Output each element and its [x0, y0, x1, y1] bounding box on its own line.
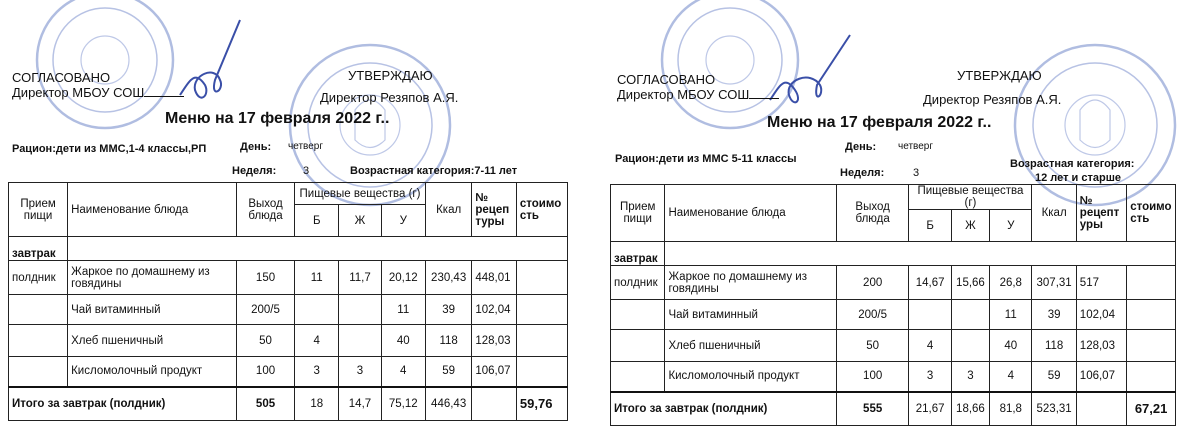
row-recipe: 102,04	[1076, 300, 1126, 330]
age-category-line2: 12 лет и старше	[1035, 172, 1121, 184]
week-label: Неделя:	[232, 165, 277, 177]
row-u: 40	[381, 325, 425, 357]
table-row	[9, 261, 568, 295]
row-b: 4	[295, 325, 339, 357]
row-cost	[1127, 266, 1176, 300]
meal-snack: полдник	[9, 261, 68, 295]
row-cost	[1127, 300, 1176, 330]
row-recipe: 517	[1076, 266, 1126, 300]
header-zh: Ж	[339, 205, 381, 237]
total-zh: 18,66	[951, 392, 989, 426]
total-b: 18	[295, 387, 339, 421]
row-zh: 11,7	[339, 261, 381, 295]
row-b: 3	[909, 362, 951, 392]
total-label: Итого за завтрак (полдник)	[9, 387, 237, 421]
row-zh	[951, 330, 989, 362]
row-cost	[516, 357, 567, 387]
total-label: Итого за завтрак (полдник)	[611, 392, 837, 426]
total-recipe	[472, 387, 517, 421]
row-yield: 200/5	[237, 295, 295, 325]
header-nutrients: Пищевые вещества (г)	[295, 183, 426, 205]
row-dish: Жаркое по домашнему из говядины	[68, 261, 237, 295]
row-recipe: 128,03	[472, 325, 517, 357]
day-label: День:	[240, 141, 272, 153]
header-yield: Выход блюда	[237, 183, 295, 237]
row-meal	[9, 295, 68, 325]
row-meal	[611, 300, 665, 330]
row-recipe: 106,07	[1076, 362, 1126, 392]
table-row	[611, 330, 1176, 362]
total-row	[611, 392, 1176, 426]
row-u: 4	[381, 357, 425, 387]
menu-table	[610, 184, 1176, 426]
row-zh	[951, 300, 989, 330]
row-b	[295, 295, 339, 325]
blank-row	[68, 237, 568, 261]
ration-label: Рацион:дети из ММС,1-4 классы,РП	[12, 143, 207, 155]
header-cost: стоимо сть	[1127, 185, 1176, 242]
day-value: четверг	[898, 141, 933, 152]
row-yield: 100	[237, 357, 295, 387]
row-u: 26,8	[990, 266, 1032, 300]
row-b: 11	[295, 261, 339, 295]
row-b	[909, 300, 951, 330]
row-u: 20,12	[381, 261, 425, 295]
table-row	[9, 295, 568, 325]
row-b: 4	[909, 330, 951, 362]
row-dish: Хлеб пшеничный	[665, 330, 836, 362]
week-label: Неделя:	[840, 167, 885, 179]
row-dish: Чай витаминный	[665, 300, 836, 330]
header-cost: стоимо сть	[516, 183, 567, 237]
row-dish: Кисломолочный продукт	[665, 362, 836, 392]
agreed-label: СОГЛАСОВАНО	[617, 72, 716, 87]
row-b: 14,67	[909, 266, 951, 300]
header-dish: Наименование блюда	[665, 185, 836, 242]
header-u: У	[990, 210, 1032, 242]
row-recipe: 106,07	[472, 357, 517, 387]
row-recipe: 448,01	[472, 261, 517, 295]
age-category-line1: Возрастная категория:	[1010, 158, 1135, 170]
day-value: четверг	[288, 141, 323, 152]
row-u: 40	[990, 330, 1032, 362]
header-meal: Прием пищи	[611, 185, 665, 242]
row-yield: 50	[836, 330, 909, 362]
director-school-label	[617, 87, 779, 102]
row-cost	[516, 325, 567, 357]
director-school-label	[12, 85, 184, 100]
row-kcal: 39	[425, 295, 471, 325]
row-meal	[611, 362, 665, 392]
row-kcal: 59	[1032, 362, 1076, 392]
row-recipe: 128,03	[1076, 330, 1126, 362]
header-nutrients: Пищевые вещества (г)	[909, 185, 1032, 210]
menu-table	[8, 182, 568, 421]
header-kcal: Ккал	[425, 183, 471, 237]
row-zh: 3	[339, 357, 381, 387]
row-dish: Хлеб пшеничный	[68, 325, 237, 357]
row-yield: 200	[836, 266, 909, 300]
header-u: У	[381, 205, 425, 237]
header-dish: Наименование блюда	[68, 183, 237, 237]
table-row	[9, 325, 568, 357]
director-school-text: Директор МБОУ СОШ	[12, 85, 145, 100]
week-value: 3	[303, 165, 310, 177]
row-yield: 100	[836, 362, 909, 392]
header-b: Б	[295, 205, 339, 237]
signature-right	[765, 20, 865, 110]
row-dish: Кисломолочный продукт	[68, 357, 237, 387]
menu-document-left	[0, 0, 578, 433]
row-zh: 15,66	[951, 266, 989, 300]
director-school-text: Директор МБОУ СОШ	[617, 87, 750, 102]
row-meal	[9, 357, 68, 387]
row-b: 3	[295, 357, 339, 387]
menu-document-right	[605, 0, 1185, 433]
row-kcal: 59	[425, 357, 471, 387]
row-zh	[339, 325, 381, 357]
row-recipe: 102,04	[472, 295, 517, 325]
page-title: Меню на 17 февраля 2022 г..	[767, 114, 992, 131]
row-u: 11	[381, 295, 425, 325]
meal-breakfast: завтрак	[9, 237, 68, 261]
total-kcal: 523,31	[1032, 392, 1076, 426]
row-cost	[516, 261, 567, 295]
table-row	[611, 266, 1176, 300]
header-b: Б	[909, 210, 951, 242]
meal-breakfast: завтрак	[611, 242, 665, 266]
row-dish: Чай витаминный	[68, 295, 237, 325]
director-name: Директор Резяпов А.Я.	[923, 92, 1062, 107]
row-cost	[1127, 330, 1176, 362]
total-b: 21,67	[909, 392, 951, 426]
header-recipe: № рецепт уры	[1076, 185, 1126, 242]
row-cost	[1127, 362, 1176, 392]
total-cost: 59,76	[516, 387, 567, 421]
row-u: 11	[990, 300, 1032, 330]
row-yield: 50	[237, 325, 295, 357]
header-kcal: Ккал	[1032, 185, 1076, 242]
blank-row	[665, 242, 1176, 266]
header-yield: Выход блюда	[836, 185, 909, 242]
page-title: Меню на 17 февраля 2022 г..	[165, 110, 390, 127]
total-yield: 505	[237, 387, 295, 421]
approved-label: УТВЕРЖДАЮ	[348, 68, 433, 83]
total-row	[9, 387, 568, 421]
total-kcal: 446,43	[425, 387, 471, 421]
total-cost: 67,21	[1127, 392, 1176, 426]
round-stamp-left	[30, 0, 180, 135]
agreed-label: СОГЛАСОВАНО	[12, 70, 111, 85]
row-yield: 150	[237, 261, 295, 295]
approved-label: УТВЕРЖДАЮ	[957, 68, 1042, 83]
age-category: Возрастная категория:7-11 лет	[350, 165, 518, 177]
row-kcal: 39	[1032, 300, 1076, 330]
total-u: 81,8	[990, 392, 1032, 426]
row-dish: Жаркое по домашнему из говядины	[665, 266, 836, 300]
total-u: 75,12	[381, 387, 425, 421]
row-zh: 3	[951, 362, 989, 392]
table-row	[9, 357, 568, 387]
meal-snack: полдник	[611, 266, 665, 300]
total-zh: 14,7	[339, 387, 381, 421]
ration-label: Рацион:дети из ММС 5-11 классы	[615, 153, 797, 165]
total-recipe	[1076, 392, 1126, 426]
row-kcal: 307,31	[1032, 266, 1076, 300]
header-recipe: № рецеп туры	[472, 183, 517, 237]
week-value: 3	[913, 167, 920, 179]
row-meal	[9, 325, 68, 357]
row-yield: 200/5	[836, 300, 909, 330]
header-meal: Прием пищи	[9, 183, 68, 237]
total-yield: 555	[836, 392, 909, 426]
row-u: 4	[990, 362, 1032, 392]
director-name: Директор Резяпов А.Я.	[320, 90, 459, 105]
day-label: День:	[845, 141, 877, 153]
row-kcal: 230,43	[425, 261, 471, 295]
table-row	[611, 362, 1176, 392]
row-kcal: 118	[1032, 330, 1076, 362]
row-kcal: 118	[425, 325, 471, 357]
row-cost	[516, 295, 567, 325]
row-meal	[611, 330, 665, 362]
table-row	[611, 300, 1176, 330]
header-zh: Ж	[951, 210, 989, 242]
row-zh	[339, 295, 381, 325]
